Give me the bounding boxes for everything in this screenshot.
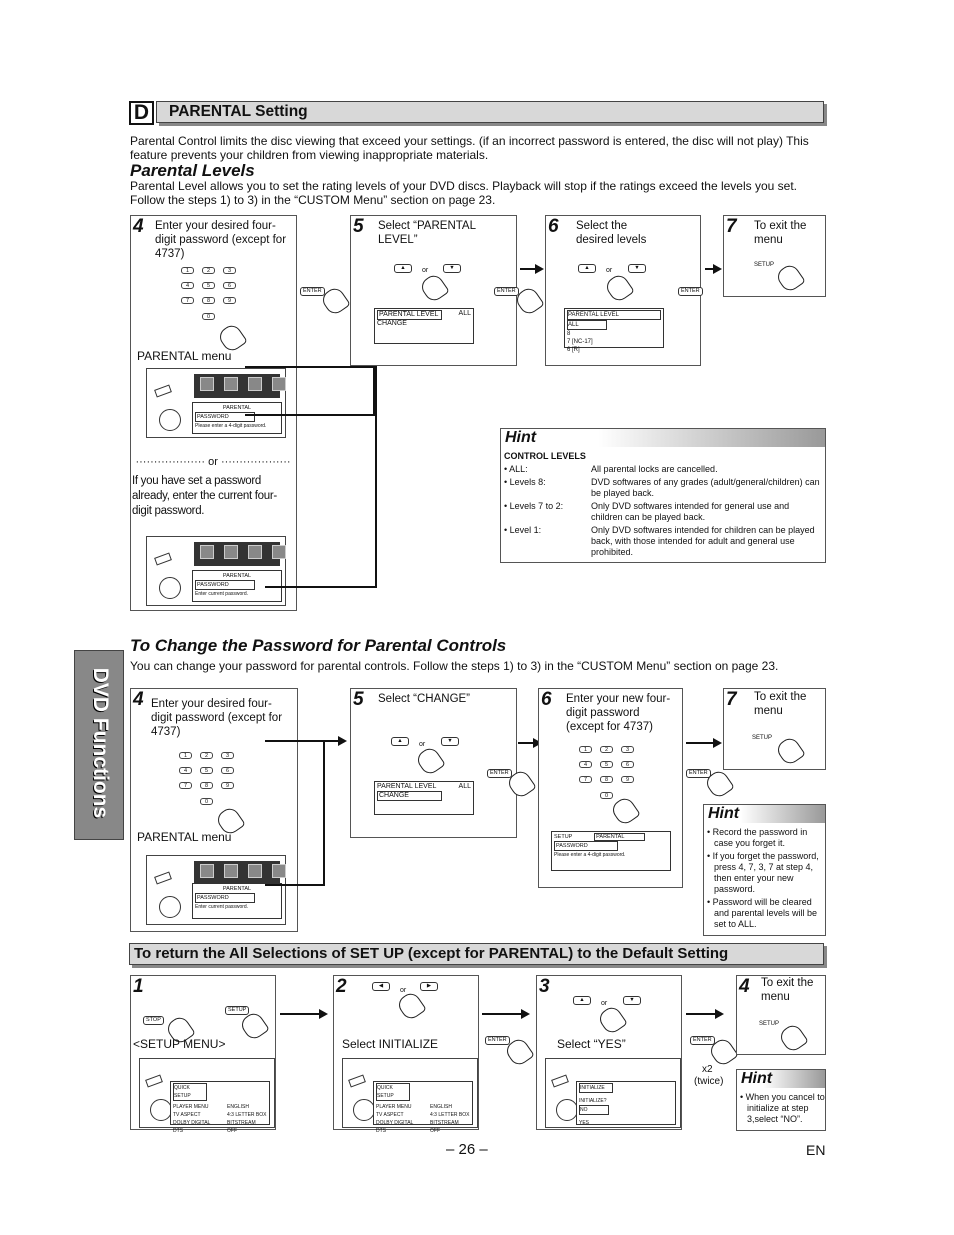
up-button[interactable]: ▲ (578, 264, 596, 273)
new-password-menu (551, 831, 671, 871)
quick-setup-menu (170, 1081, 270, 1134)
change-heading: To Change the Password for Parental Controls (130, 636, 507, 655)
arrow-right (482, 1013, 528, 1015)
setup-label: SETUP (759, 1021, 780, 1027)
hint-row-value: Only DVD softwares intended for children can be played back, with those intended for adult and general use prohibited. (591, 525, 815, 557)
key-0[interactable]: 0 (600, 792, 613, 799)
remote-icon (154, 553, 172, 566)
hint-row-key: • Level 1: (504, 525, 542, 535)
dpad-icon (159, 896, 181, 918)
section-title-bar (156, 101, 824, 123)
osd-initialize-confirm (545, 1058, 681, 1128)
menu-setup: SETUP (554, 834, 573, 840)
level-6: 6 [R] (567, 347, 580, 353)
menu-title: PARENTAL (222, 405, 252, 411)
enter-button[interactable]: ENTER (690, 1036, 715, 1045)
key-9[interactable]: 9 (223, 297, 236, 304)
change-step5-panel (350, 688, 517, 838)
or-label: or (422, 267, 429, 274)
key-4[interactable]: 4 (579, 761, 592, 768)
enter-button[interactable]: ENTER (300, 287, 325, 296)
key-8[interactable]: 8 (200, 782, 213, 789)
arrow-right (323, 740, 345, 742)
page-number: – 26 – (446, 1141, 488, 1158)
hint-row-key: • Levels 8: (504, 477, 546, 487)
menu-parental-level: PARENTAL LEVEL (377, 310, 442, 320)
setup-menu-label: <SETUP MENU> (133, 1037, 226, 1051)
remote-icon (154, 872, 172, 885)
remote-icon (348, 1075, 366, 1088)
language-label: EN (806, 1142, 826, 1158)
levels-heading: Parental Levels (130, 161, 255, 180)
dpad-icon (150, 1099, 172, 1121)
hint-title: Hint (501, 429, 825, 447)
key-1[interactable]: 1 (579, 746, 592, 753)
step-text: Select the desired levels (576, 220, 647, 246)
hint-row-value: DVD softwares of any grades (adult/general/children) can be played back. (591, 477, 820, 498)
key-3[interactable]: 3 (223, 267, 236, 274)
menu-all: ALL (458, 310, 471, 317)
key-7[interactable]: 7 (181, 297, 194, 304)
up-button[interactable]: ▲ (573, 996, 591, 1005)
parental-level-menu (374, 308, 474, 344)
up-button[interactable]: ▲ (394, 264, 412, 273)
step-text: To exit the menu (761, 977, 814, 1003)
setup-button[interactable]: SETUP (225, 1006, 249, 1015)
step-number: 1 (133, 976, 144, 997)
hint-row-key: • Levels 7 to 2: (504, 501, 564, 511)
menu-row: DOLBY DIGITAL BITSTREAM (376, 1120, 459, 1126)
key-8[interactable]: 8 (202, 297, 215, 304)
menu-change: CHANGE (377, 320, 407, 327)
menu-row: TV ASPECT 4:3 LETTER BOX (173, 1112, 267, 1118)
key-5[interactable]: 5 (600, 761, 613, 768)
dpad-icon (556, 1099, 578, 1121)
intro-text: Parental Control limits the disc viewing that exceed your settings. (if an incorrect password is entered, the disc will not play) This feature prevents your children from viewing inappropriate materials. (130, 134, 809, 162)
step-number: 4 (133, 216, 144, 237)
step-text: Select “CHANGE” (378, 693, 471, 705)
key-3[interactable]: 3 (621, 746, 634, 753)
already-text: If you have set a password already, enter the current four-digit password. (132, 475, 277, 517)
menu-title: QUICK SETUP (173, 1083, 207, 1101)
enter-button[interactable]: ENTER (487, 769, 512, 778)
select-yes-label: Select “YES” (557, 1037, 626, 1051)
or-label: or (601, 1000, 608, 1007)
initialize-menu (576, 1081, 676, 1125)
or-label: or (400, 987, 407, 994)
change-step7-panel (723, 688, 826, 770)
hand-icon (777, 1022, 809, 1054)
menu-row: PLAYER MENU ENGLISH (376, 1104, 452, 1110)
enter-button[interactable]: ENTER (485, 1036, 510, 1045)
connector-line (265, 740, 325, 886)
hint-item: • Record the password in case you forget it. (707, 827, 808, 848)
keypad (579, 746, 639, 806)
menu-yes: YES (579, 1120, 590, 1126)
step-number: 5 (353, 689, 364, 710)
levels-step7-panel (723, 215, 826, 297)
or-label: or (606, 267, 613, 274)
stop-button[interactable]: STOP (143, 1016, 164, 1025)
osd-quick-setup (139, 1058, 275, 1134)
menu-prompt: Enter current password. (195, 591, 249, 597)
down-button[interactable]: ▼ (443, 264, 461, 273)
levels-intro: Parental Level allows you to set the rating levels of your DVD discs. Playback will stop if the ratings exceed the levels you set. Follow the steps 1) to 3) in the “CUSTOM Menu” section on page 23. (130, 179, 797, 207)
menu-prompt: Please enter a 4-digit password. (554, 852, 626, 858)
menu-all: ALL (458, 783, 471, 790)
menu-row: PLAYER MENU ENGLISH (173, 1104, 249, 1110)
hint-title: Hint (737, 1070, 825, 1088)
step-number: 4 (739, 976, 750, 997)
step-number: 7 (726, 689, 737, 710)
return-title-bar (129, 943, 824, 965)
key-2[interactable]: 2 (200, 752, 213, 759)
menu-password: PASSWORD (195, 412, 255, 422)
hand-icon (774, 262, 806, 294)
return-step1-panel (130, 975, 276, 1134)
section-title: PARENTAL Setting (169, 103, 308, 120)
parental-menu-label: PARENTAL menu (137, 830, 232, 844)
or-label: or (419, 741, 426, 748)
change-intro: You can change your password for parental controls. Follow the steps 1) to 3) in the “CUSTOM Menu” section on page 23. (130, 659, 779, 673)
arrow-right (705, 268, 720, 270)
arrow-right (686, 742, 720, 744)
dpad-icon (353, 1099, 375, 1121)
section-letter-text: D (133, 101, 150, 124)
hint-initialize (736, 1069, 826, 1131)
key-3[interactable]: 3 (221, 752, 234, 759)
current-password-menu (192, 883, 282, 919)
menu-prompt: Please enter a 4-digit password. (195, 423, 267, 429)
step-text: To exit the menu (754, 220, 807, 246)
osd-initialize (342, 1058, 478, 1134)
step-text: Enter your new four-digit password (except for 4737) (566, 693, 671, 733)
key-0[interactable]: 0 (200, 798, 213, 805)
step-text: Select “PARENTAL LEVEL” (378, 220, 476, 246)
step-number: 6 (541, 689, 552, 710)
key-2[interactable]: 2 (600, 746, 613, 753)
key-7[interactable]: 7 (579, 776, 592, 783)
arrow-right (686, 1013, 722, 1015)
key-6[interactable]: 6 (221, 767, 234, 774)
change-step6-panel (538, 688, 683, 888)
side-tab-label: DVD Functions (89, 667, 112, 819)
or-separator: ··················· or ··················· (135, 456, 291, 468)
menu-password: PASSWORD (195, 580, 255, 590)
hint-row-value: All parental locks are cancelled. (591, 464, 718, 474)
down-button[interactable]: ▼ (441, 737, 459, 746)
x2-label: x2 (702, 1064, 713, 1075)
parental-level-menu (374, 781, 474, 815)
key-7[interactable]: 7 (179, 782, 192, 789)
setup-label: SETUP (752, 735, 773, 741)
menu-row: DOLBY DIGITAL BITSTREAM (173, 1120, 256, 1126)
step-number: 6 (548, 216, 559, 237)
menu-row: DTS OFF (173, 1128, 237, 1134)
keypad (181, 267, 241, 327)
twice-label: (twice) (694, 1076, 724, 1087)
menu-title: QUICK SETUP (376, 1083, 410, 1101)
step-text: Enter your desired four-digit password (except for 4737) (155, 220, 287, 260)
level-8: 8 (567, 331, 571, 337)
menu-password: PASSWORD (554, 841, 618, 851)
key-8[interactable]: 8 (600, 776, 613, 783)
menu-row: DTS OFF (376, 1128, 440, 1134)
key-9[interactable]: 9 (621, 776, 634, 783)
keypad (179, 752, 239, 812)
remote-icon (551, 1075, 569, 1088)
menu-title: PARENTAL (222, 886, 252, 892)
hint-password (703, 804, 826, 936)
key-4[interactable]: 4 (181, 282, 194, 289)
step-number: 5 (353, 216, 364, 237)
hint-control-levels (500, 428, 826, 563)
hint-item: • When you cancel to initialize at step 3,select “NO”. (740, 1092, 825, 1124)
enter-button[interactable]: ENTER (686, 769, 711, 778)
step-number: 7 (726, 216, 737, 237)
arrow-right (280, 1013, 326, 1015)
up-button[interactable]: ▲ (391, 737, 409, 746)
step-number: 4 (133, 689, 144, 710)
key-5[interactable]: 5 (200, 767, 213, 774)
dpad-icon (159, 577, 181, 599)
menu-row: TV ASPECT 4:3 LETTER BOX (376, 1112, 470, 1118)
menu-parental: PARENTAL (594, 833, 645, 841)
step-number: 2 (336, 976, 347, 997)
return-title: To return the All Selections of SET UP (except for PARENTAL) to the Default Setting (134, 945, 729, 962)
menu-password: PASSWORD (195, 893, 255, 903)
setup-label: SETUP (754, 262, 775, 268)
hint-heading: CONTROL LEVELS (504, 451, 586, 461)
hint-row-value: Only DVD softwares intended for general use and children can be played back. (591, 501, 790, 522)
hint-title: Hint (704, 805, 825, 823)
arrow-right (520, 268, 542, 270)
hand-icon (774, 735, 806, 767)
levels-step5-panel (350, 215, 517, 366)
enter-button[interactable]: ENTER (494, 287, 519, 296)
select-initialize-label: Select INITIALIZE (342, 1037, 439, 1051)
menu-no: NO (579, 1105, 609, 1115)
key-1[interactable]: 1 (181, 267, 194, 274)
hint-row-key: • ALL: (504, 464, 528, 474)
arrow-right (518, 742, 540, 744)
menu-title: INITIALIZE (579, 1083, 613, 1093)
return-step3-panel (536, 975, 682, 1130)
side-tab (74, 650, 124, 840)
key-6[interactable]: 6 (621, 761, 634, 768)
menu-title: PARENTAL (222, 573, 252, 579)
return-step4-panel (736, 975, 826, 1055)
parental-menu-label: PARENTAL menu (137, 349, 232, 363)
or-label: or (208, 456, 218, 468)
remote-icon (154, 385, 172, 398)
key-4[interactable]: 4 (179, 767, 192, 774)
menu-question: INITIALIZE? (579, 1098, 607, 1104)
connector-line-2 (265, 366, 377, 588)
dpad-icon (159, 409, 181, 431)
return-step2-panel (333, 975, 479, 1134)
enter-button[interactable]: ENTER (678, 287, 703, 296)
menu-change: CHANGE (377, 791, 442, 801)
step-text: Enter your desired four-digit password (except for 4737) (151, 698, 283, 738)
level-7: 7 [NC-17] (567, 339, 593, 345)
hint-item: • If you forget the password, press 4, 7, 3, 7 at step 4, then enter your new password. (707, 851, 819, 894)
step-text: To exit the menu (754, 691, 807, 717)
hint-item: • Password will be cleared and parental levels will be set to ALL. (707, 897, 818, 929)
step-number: 3 (539, 976, 550, 997)
level-all: ALL (567, 320, 607, 330)
menu-prompt: Enter current password. (195, 904, 249, 910)
down-button[interactable]: ▼ (628, 264, 646, 273)
key-1[interactable]: 1 (179, 752, 192, 759)
key-5[interactable]: 5 (202, 282, 215, 289)
remote-icon (145, 1075, 163, 1088)
menu-title: PARENTAL LEVEL (567, 310, 661, 320)
key-0[interactable]: 0 (202, 313, 215, 320)
menu-parental-level: PARENTAL LEVEL (377, 783, 437, 790)
key-2[interactable]: 2 (202, 267, 215, 274)
level-list-menu (564, 308, 664, 353)
key-9[interactable]: 9 (221, 782, 234, 789)
section-letter (129, 101, 154, 125)
key-6[interactable]: 6 (223, 282, 236, 289)
left-button[interactable]: ◀ (372, 982, 390, 991)
quick-setup-menu (373, 1081, 473, 1134)
down-button[interactable]: ▼ (623, 996, 641, 1005)
right-button[interactable]: ▶ (420, 982, 438, 991)
